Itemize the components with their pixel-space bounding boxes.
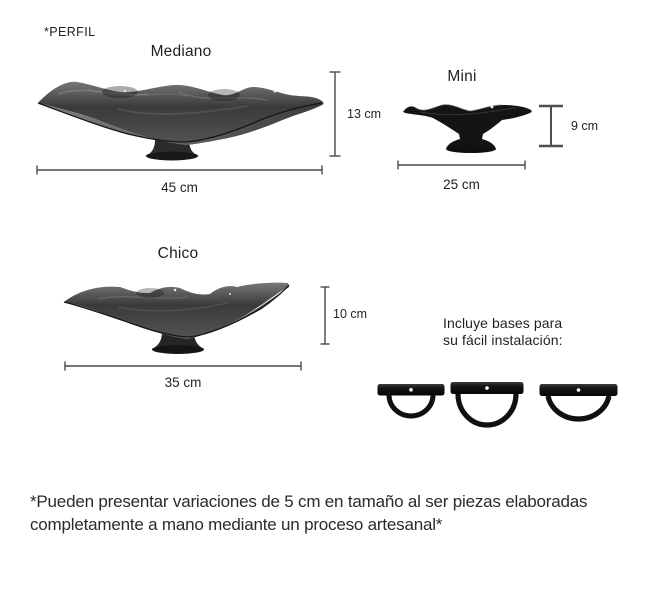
mini-bowl-image bbox=[400, 97, 535, 155]
mediano-title: Mediano bbox=[150, 43, 212, 60]
chico-width-label: 35 cm bbox=[164, 375, 202, 390]
profile-label: *PERFIL bbox=[44, 25, 96, 39]
mediano-height-dimension-line bbox=[323, 71, 347, 157]
chico-title: Chico bbox=[157, 245, 199, 262]
chico-width-dimension-line bbox=[64, 359, 302, 373]
mini-height-dimension-line bbox=[538, 104, 564, 148]
chico-bowl-image bbox=[58, 277, 296, 355]
mediano-bowl-image bbox=[28, 64, 330, 164]
chico-height-label: 10 cm bbox=[333, 307, 368, 321]
mini-width-label: 25 cm bbox=[443, 177, 480, 192]
disclaimer-line1: *Pueden presentar variaciones de 5 cm en tamaño al ser piezas elaboradas bbox=[30, 492, 588, 511]
mini-title: Mini bbox=[447, 68, 477, 85]
bases-note-line1: Incluye bases para bbox=[443, 315, 563, 331]
mediano-width-dimension-line bbox=[36, 163, 323, 177]
bases-note-line2: su fácil instalación: bbox=[443, 332, 563, 348]
wall-base-medium bbox=[450, 380, 524, 428]
wall-base-small bbox=[377, 382, 445, 422]
disclaimer-line2: completamente a mano mediante un proceso artesanal* bbox=[30, 515, 443, 534]
mediano-height-label: 13 cm bbox=[347, 107, 382, 121]
mini-height-label: 9 cm bbox=[571, 119, 599, 133]
mini-width-dimension-line bbox=[397, 158, 526, 172]
disclaimer-text bbox=[30, 490, 630, 536]
wall-base-large bbox=[539, 382, 618, 427]
mediano-width-label: 45 cm bbox=[161, 180, 198, 195]
bases-note bbox=[443, 315, 563, 349]
